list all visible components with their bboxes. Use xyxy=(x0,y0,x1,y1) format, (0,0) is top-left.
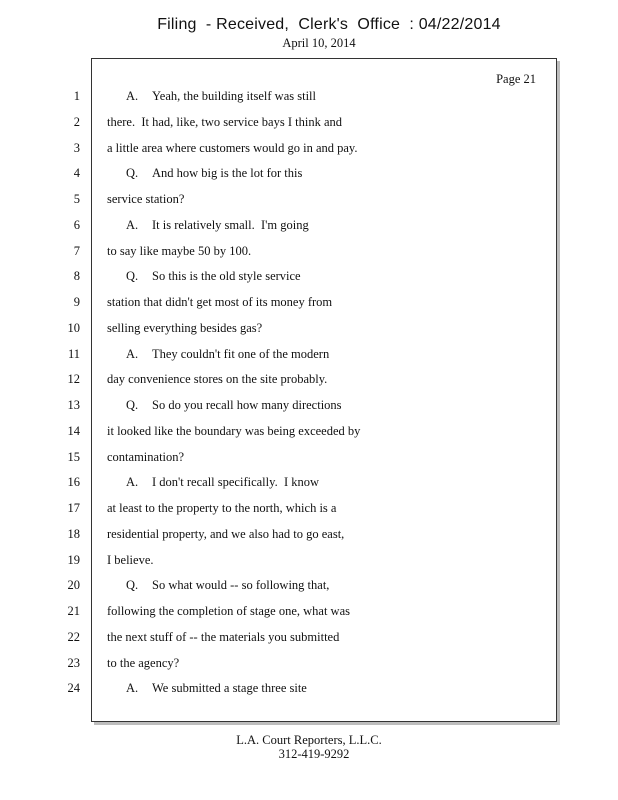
line-text: So this is the old style service xyxy=(152,269,301,283)
line-text: day convenience stores on the site probably. xyxy=(107,372,328,386)
line-text: Yeah, the building itself was still xyxy=(152,89,317,103)
line-number: 21 xyxy=(67,604,80,618)
transcript-line xyxy=(107,294,332,310)
transcript-line xyxy=(126,474,319,490)
transcript-page xyxy=(91,58,557,722)
transcript-line xyxy=(107,320,262,336)
line-number: 3 xyxy=(73,141,80,155)
transcript-line xyxy=(126,577,329,593)
speaker-label: Q. xyxy=(126,398,139,412)
transcript-line xyxy=(107,603,350,619)
reporter-phone: 312-419-9292 xyxy=(278,747,350,761)
line-number: 17 xyxy=(67,501,80,515)
line-text: the next stuff of -- the materials you submitted xyxy=(107,630,340,644)
line-text: We submitted a stage three site xyxy=(152,681,307,695)
line-text: And how big is the lot for this xyxy=(152,166,303,180)
line-number: 6 xyxy=(73,218,80,232)
line-number: 19 xyxy=(67,553,80,567)
line-number: 18 xyxy=(67,527,80,541)
line-text: selling everything besides gas? xyxy=(107,321,263,335)
line-number: 2 xyxy=(73,115,80,129)
line-text: it looked like the boundary was being exceeded by xyxy=(107,424,361,438)
transcript-line xyxy=(126,88,316,104)
line-number: 15 xyxy=(67,450,80,464)
transcript-line xyxy=(107,140,358,156)
line-number: 4 xyxy=(73,166,80,180)
line-text: It is relatively small. I'm going xyxy=(152,218,309,232)
line-text: I don't recall specifically. I know xyxy=(152,475,320,489)
line-number: 7 xyxy=(73,244,80,258)
line-number: 10 xyxy=(67,321,80,335)
line-text: to the agency? xyxy=(107,656,180,670)
transcript-line xyxy=(107,552,154,568)
line-text: a little area where customers would go in and pay. xyxy=(107,141,358,155)
line-text: They couldn't fit one of the modern xyxy=(152,347,330,361)
transcript-line xyxy=(107,371,327,387)
transcript-line xyxy=(126,268,301,284)
line-text: So what would -- so following that, xyxy=(152,578,330,592)
speaker-label: A. xyxy=(126,218,139,232)
transcript-line xyxy=(107,243,251,259)
line-number: 12 xyxy=(67,372,80,386)
line-text: at least to the property to the north, which is a xyxy=(107,501,337,515)
line-number: 14 xyxy=(67,424,80,438)
speaker-label: A. xyxy=(126,89,139,103)
page-number: Page 21 xyxy=(496,72,536,86)
speaker-label: A. xyxy=(126,681,139,695)
transcript-date: April 10, 2014 xyxy=(282,36,356,50)
speaker-label: Q. xyxy=(126,578,139,592)
line-text: residential property, and we also had to go east, xyxy=(107,527,345,541)
transcript-line xyxy=(107,500,336,516)
line-text: I believe. xyxy=(107,553,154,567)
line-number: 22 xyxy=(67,630,80,644)
transcript-line xyxy=(107,191,184,207)
line-text: following the completion of stage one, what was xyxy=(107,604,350,618)
line-number: 5 xyxy=(73,192,80,206)
line-number: 11 xyxy=(67,347,80,361)
transcript-line xyxy=(126,680,307,696)
transcript-line xyxy=(107,629,339,645)
transcript-line xyxy=(107,423,360,439)
line-number: 23 xyxy=(67,656,80,670)
line-number: 13 xyxy=(67,398,80,412)
transcript-line xyxy=(126,217,309,233)
transcript-line xyxy=(126,397,342,413)
line-number: 8 xyxy=(73,269,80,283)
line-text: station that didn't get most of its money from xyxy=(107,295,333,309)
line-text: there. It had, like, two service bays I think and xyxy=(107,115,342,129)
line-text: So do you recall how many directions xyxy=(152,398,342,412)
line-number: 16 xyxy=(67,475,80,489)
line-text: service station? xyxy=(107,192,185,206)
speaker-label: A. xyxy=(126,475,139,489)
transcript-line xyxy=(107,114,342,130)
filing-stamp: Filing - Received, Clerk's Office : 04/22/2014 xyxy=(157,16,501,33)
transcript-line xyxy=(107,655,179,671)
speaker-label: Q. xyxy=(126,166,139,180)
line-number: 24 xyxy=(67,681,80,695)
speaker-label: Q. xyxy=(126,269,139,283)
transcript-line xyxy=(107,526,344,542)
line-text: contamination? xyxy=(107,450,185,464)
speaker-label: A. xyxy=(126,347,139,361)
transcript-line xyxy=(107,449,184,465)
transcript-line xyxy=(126,165,302,181)
line-number: 9 xyxy=(73,295,80,309)
reporter-company: L.A. Court Reporters, L.L.C. xyxy=(236,733,382,747)
line-text: to say like maybe 50 by 100. xyxy=(107,244,252,258)
transcript-line xyxy=(126,346,329,362)
line-number: 20 xyxy=(67,578,80,592)
line-number: 1 xyxy=(73,89,80,103)
